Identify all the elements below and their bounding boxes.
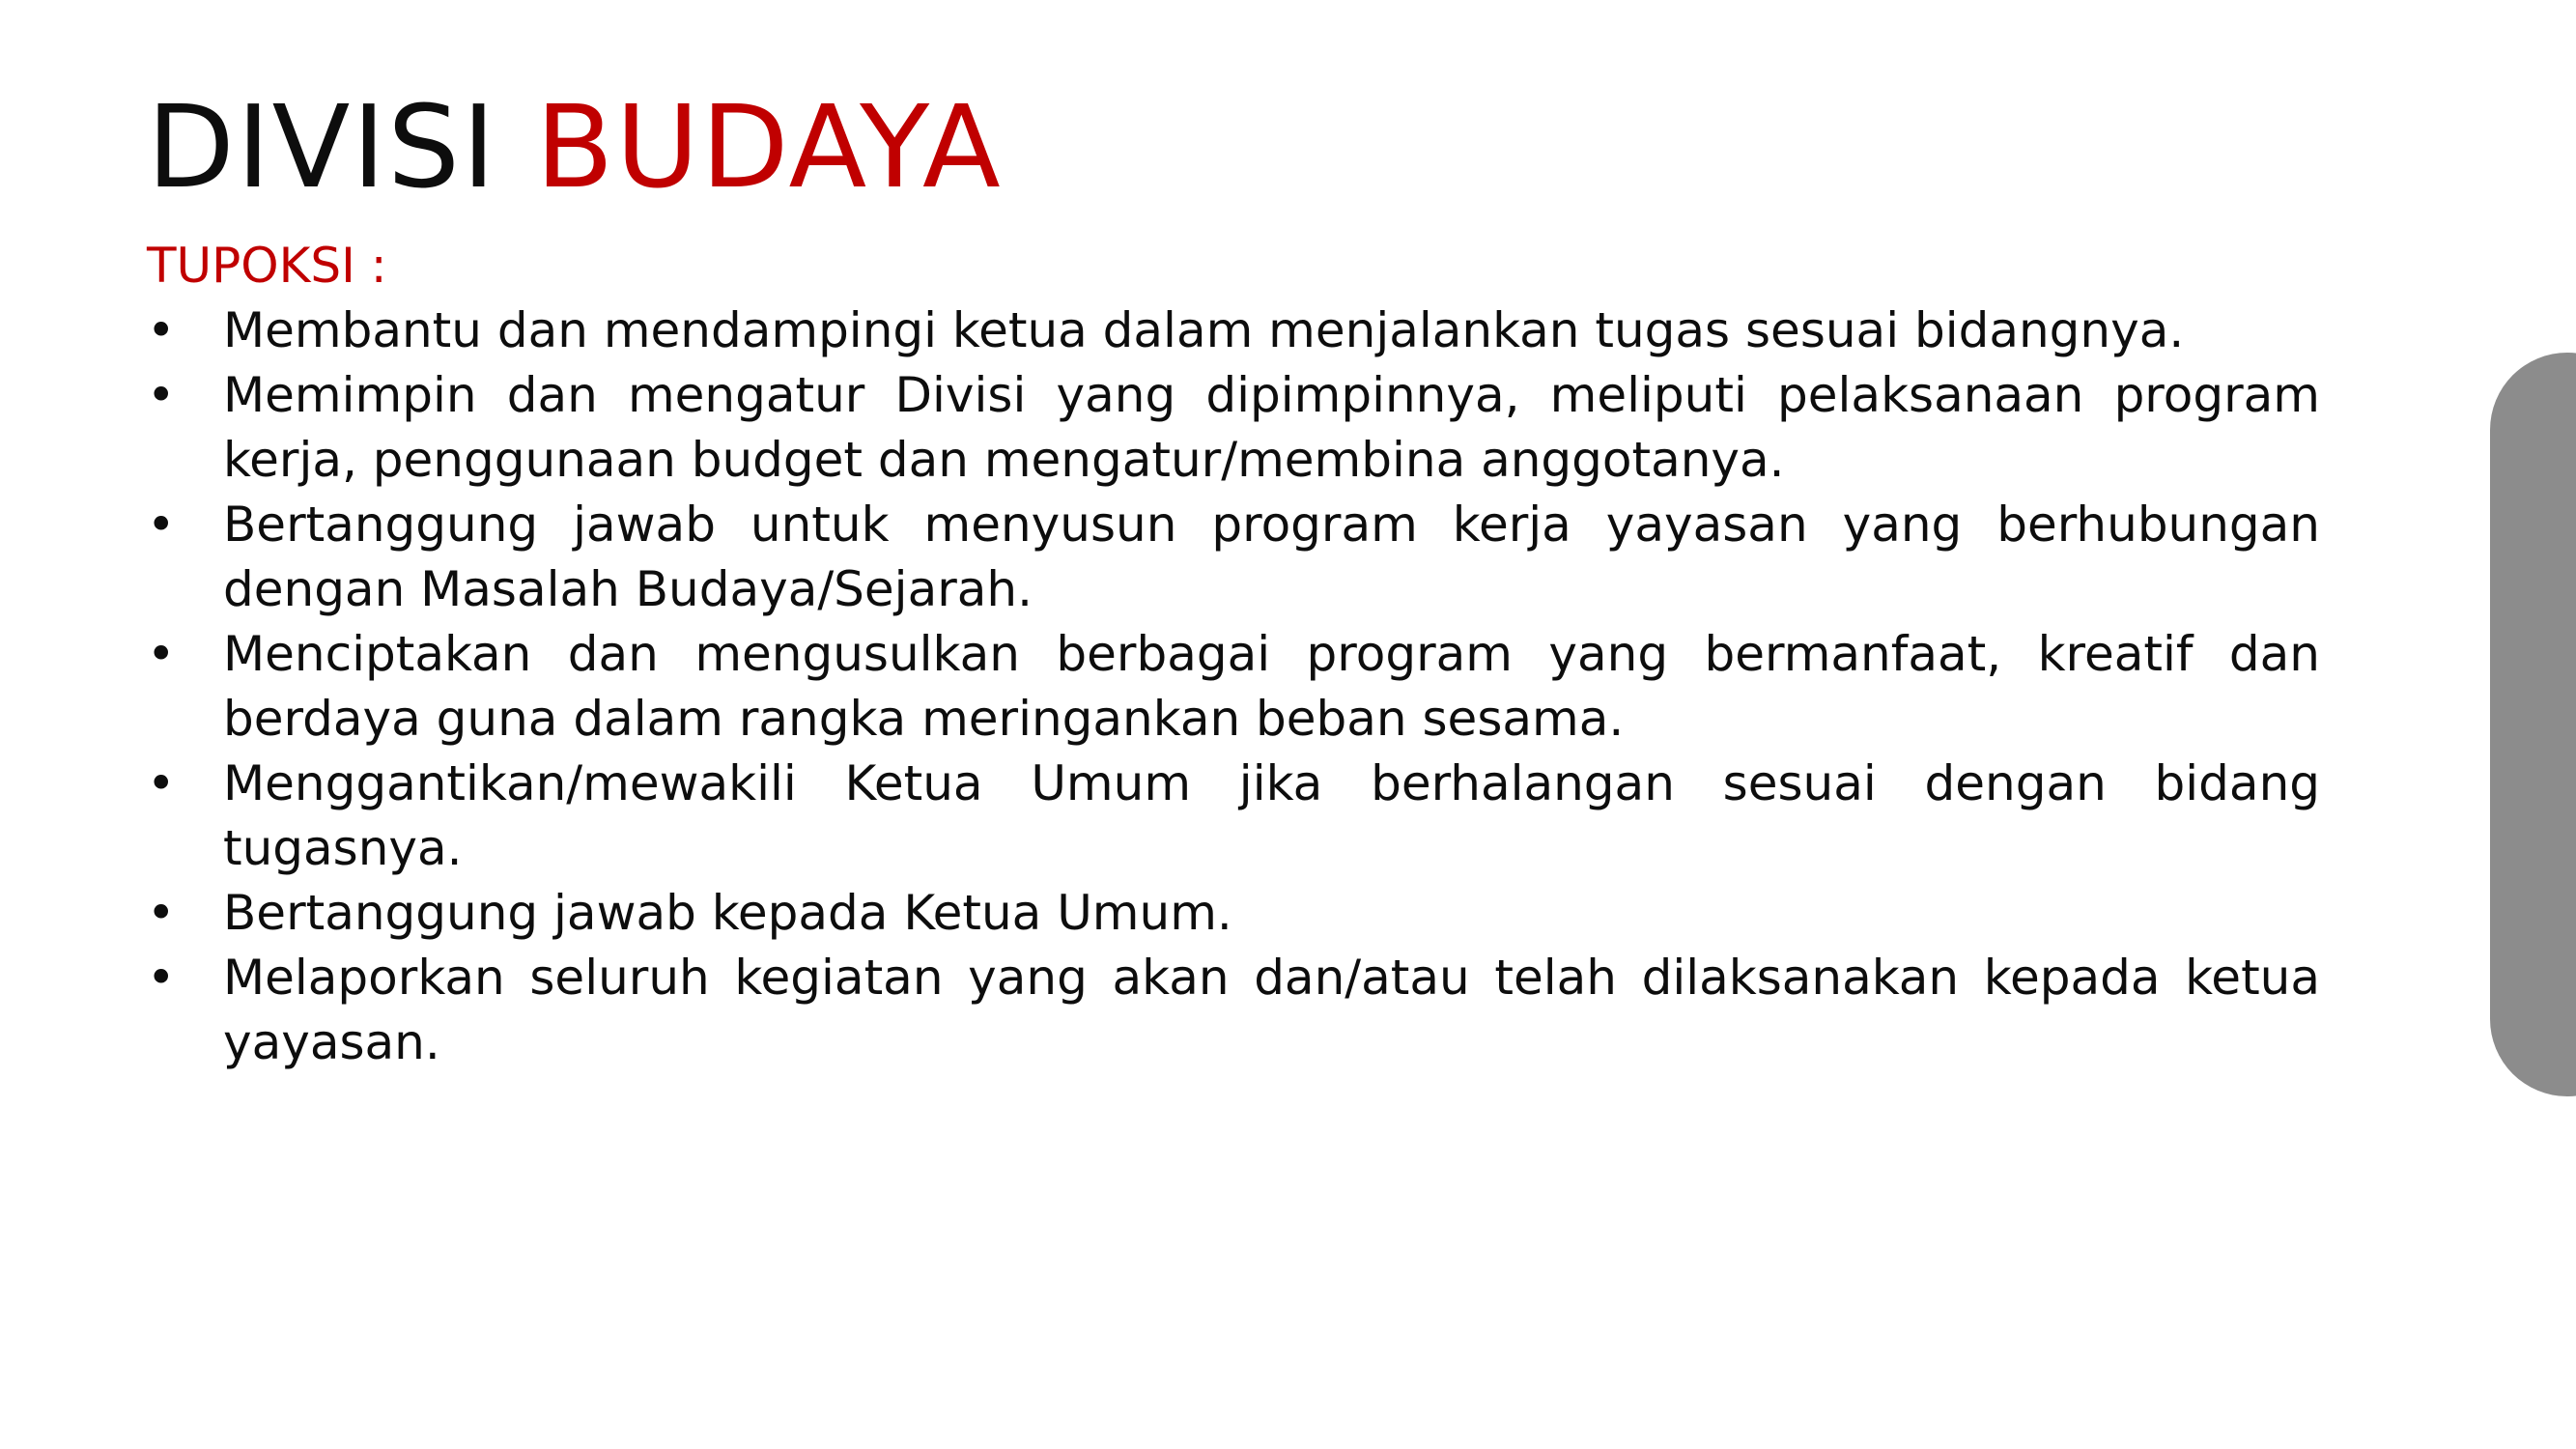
bullet-icon: • [147,885,176,941]
list-item-text: Menggantikan/mewakili Ketua Umum jika berhalangan sesuai dengan bidang tugasnya. [223,755,2320,876]
title-word-divisi: DIVISI [147,80,497,213]
list-item [147,752,2320,881]
duties-list [147,298,2320,1075]
bullet-icon: • [147,367,176,423]
bullet-icon: • [147,497,176,553]
bullet-icon: • [147,950,176,1006]
list-item-text: Memimpin dan mengatur Divisi yang dipimpinnya, meliputi pelaksanaan program kerja, penggunaan budget dan mengatur/membina anggotanya. [223,367,2320,488]
bullet-icon: • [147,626,176,682]
list-item [147,493,2320,622]
page-title [147,79,1003,214]
list-item [147,363,2320,493]
list-item [147,622,2320,752]
list-item [147,881,2320,946]
list-item-text: Melaporkan seluruh kegiatan yang akan dan/atau telah dilaksanakan kepada ketua yayasan. [223,950,2320,1070]
title-word-budaya: BUDAYA [535,80,1003,213]
list-item-text: Membantu dan mendampingi ketua dalam menjalankan tugas sesuai bidangnya. [223,302,2185,358]
list-item-text: Bertanggung jawab untuk menyusun program kerja yayasan yang berhubungan dengan Masalah Budaya/Sejarah. [223,497,2320,617]
list-item-text: Bertanggung jawab kepada Ketua Umum. [223,885,1232,941]
list-item [147,298,2320,363]
section-subtitle: TUPOKSI : [147,238,387,294]
list-item [147,946,2320,1075]
side-decoration-tab [2490,353,2576,1096]
bullet-icon: • [147,302,176,358]
bullet-icon: • [147,755,176,811]
list-item-text: Menciptakan dan mengusulkan berbagai program yang bermanfaat, kreatif dan berdaya guna dalam rangka meringankan beban sesama. [223,626,2320,747]
